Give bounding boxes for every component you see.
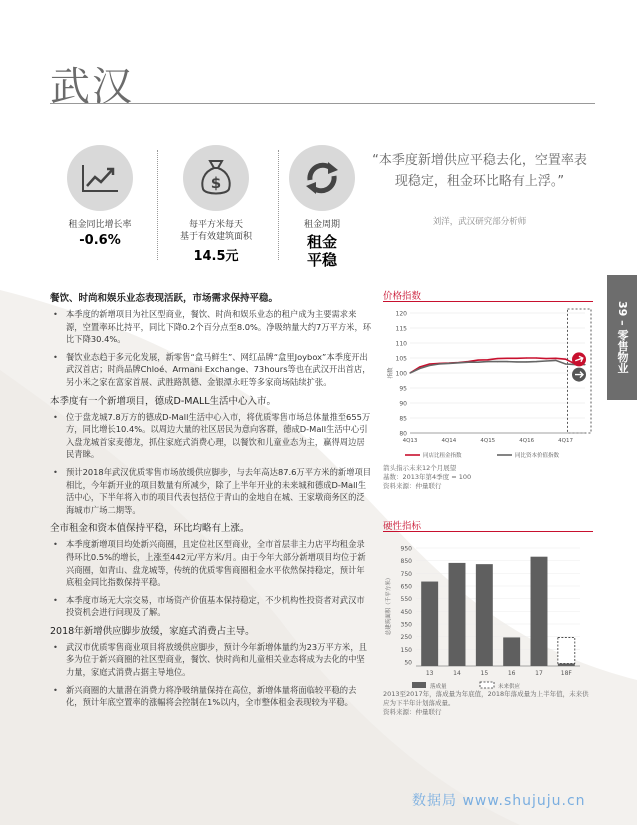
x-tick-label: 4Q14 <box>441 438 457 444</box>
data-point <box>497 361 498 362</box>
bar-completion <box>503 637 520 666</box>
x-tick-label: 4Q17 <box>558 438 573 444</box>
data-point <box>546 360 547 361</box>
data-point <box>409 372 410 373</box>
data-point <box>526 357 527 358</box>
analyst-quote: “本季度新增供应平稳去化，空置率表现稳定，租金环比略有上浮。” <box>372 153 587 189</box>
line-chart-icon <box>67 145 133 211</box>
x-tick-label: 17 <box>535 670 543 677</box>
y-tick-label: 950 <box>400 545 412 553</box>
y-axis-label: 总建筑面积（千平方米） <box>386 574 392 636</box>
x-tick-label: 4Q15 <box>480 438 496 444</box>
y-tick-label: 850 <box>400 558 412 566</box>
kpi-divider <box>278 150 279 260</box>
hard-indicators-title: 硬性指标 <box>383 521 422 532</box>
data-point <box>516 361 517 362</box>
price-index-note: 箭头指示未来12个月展望 基数：2013年第4季度 = 100 资料来源：仲量联行 <box>383 464 472 490</box>
bullet-item: • 预计2018年武汉优质零售市场放缓供应脚步，与去年高达87.6万平方米的新增项目相比，今年新开业的项目数量有所减少，除了上半年开业的未来城和德成D-Mall生活中心，下半年将入市的项目代表包括位于青山的金地自在城、王家墩商务区的泛海城市广场二期等。 <box>50 466 372 516</box>
y-tick-label: 90 <box>399 400 407 408</box>
series-line-2 <box>410 360 585 373</box>
bullet-item: • 本季度新增项目均处新兴商圈，且定位社区型商业，全市首层非主力店平均租金录得环比0.5%的增长，上涨至442元/平方米/月。由于今年大部分新增项目均位于新兴商圈，如青山、盘龙城等，传统的优质零售商圈租金水平依然保持稳定，预计年底租金同比指数保持平稳。 <box>50 538 372 588</box>
data-point <box>526 361 527 362</box>
x-tick-label: 13 <box>425 670 434 677</box>
bar-future-supply <box>558 637 575 663</box>
y-tick-label: 450 <box>400 608 412 616</box>
data-point <box>468 362 469 363</box>
data-point <box>516 358 517 359</box>
kpi-rent-growth <box>55 145 145 248</box>
watermark-text: 数据局 www.shujuju.cn <box>412 793 586 809</box>
data-point <box>439 363 440 364</box>
kpi-divider <box>157 150 158 260</box>
price-index-chart <box>380 305 595 460</box>
section-heading: 餐饮、时尚和娱乐业态表现活跃，市场需求保持平稳。 <box>50 293 279 304</box>
x-tick-label: 14 <box>453 670 461 677</box>
data-point <box>477 360 478 361</box>
data-point <box>477 362 478 363</box>
kpi-value: 14.5元 <box>193 249 239 264</box>
kpi-value: -0.6% <box>79 233 121 248</box>
data-point <box>536 361 537 362</box>
bullet-list <box>50 538 372 619</box>
section-heading: 2018年新增供应脚步放缓，家庭式消费占主导。 <box>50 625 255 637</box>
y-tick-label: 150 <box>400 646 412 654</box>
title-divider <box>50 103 595 104</box>
side-tab-label: 39 – 零售物业 <box>616 301 629 374</box>
kpi-label: 每平方米每天 基于有效建筑面积 <box>179 220 252 242</box>
bullet-item: • 位于盘龙城7.8万方的德成D-Mall生活中心入市，将优质零售市场总体量推至655万方，同比增长10.4%。以周边大量的社区居民为意向客群，德成D-Mall生活中心引入盘龙城首家麦德龙，抓住家庭式消费心理，以餐饮和儿童业态为主，赢得周边居民青睐。 <box>50 411 372 461</box>
legend-swatch <box>480 682 494 688</box>
legend-swatch <box>412 682 426 688</box>
bar-completion <box>421 582 438 666</box>
y-tick-label: 550 <box>400 596 412 604</box>
y-tick-label: 750 <box>400 570 412 578</box>
data-point <box>565 363 566 364</box>
bullet-item: • 本季度市场无大宗交易，市场资产价值基本保持稳定，不少机构性投资者对武汉市投资机会进行问现及了解。 <box>50 594 372 619</box>
data-point <box>458 362 459 363</box>
body-text <box>50 292 372 714</box>
data-point <box>555 360 556 361</box>
quote-author: 刘洋，武汉研究部分析师 <box>432 217 527 227</box>
data-point <box>429 365 430 366</box>
y-tick-label: 120 <box>395 310 407 318</box>
y-tick-label: 105 <box>395 355 407 363</box>
kpi-rent-cycle <box>284 145 360 269</box>
legend-label: 未来供应 <box>498 684 521 690</box>
y-tick-label: 115 <box>395 325 407 333</box>
bullet-list <box>50 641 372 709</box>
section-heading: 本季度有一个新增项目，德成D-MALL生活中心入市。 <box>50 395 277 407</box>
data-point <box>448 363 449 364</box>
y-tick-label: 50 <box>404 659 412 667</box>
bullet-item: • 餐饮业态趋于多元化发展，新零售“盒马鲜生”、网红品牌“盒里Joybox”本季度开出武汉首店；时尚品牌Chloé、Armani Exchange、73hours等也在武汉开出首店，另小米之家在富家首展、武胜路凯德、金银潭永旺等多家商场陆续扩张。 <box>50 351 372 389</box>
data-point <box>487 359 488 360</box>
x-tick-label: 4Q16 <box>519 438 535 444</box>
y-tick-label: 85 <box>399 415 407 423</box>
bar-completion <box>449 563 466 666</box>
panel-divider <box>383 531 593 532</box>
bar-completion <box>476 564 493 666</box>
bullet-item: • 新兴商圈的大量潜在消费力将净吸纳量保持在高位，新增体量将面临较平稳的去化，预计年底空置率的涨幅将会控制在1%以内，全市整体租金表现较为平稳。 <box>50 684 372 709</box>
data-point <box>429 363 430 364</box>
cycle-arrows-icon <box>289 145 355 211</box>
kpi-value: 租金 平稳 <box>306 233 337 269</box>
data-point <box>584 364 585 365</box>
y-axis-label: 指数 <box>388 367 394 379</box>
hard-indicators-chart <box>380 540 595 690</box>
data-point <box>507 358 508 359</box>
y-tick-label: 80 <box>399 430 407 438</box>
data-point <box>536 357 537 358</box>
kpi-rent-per-sqm <box>166 145 266 264</box>
price-index-title: 价格指数 <box>383 291 422 302</box>
section-side-tab <box>607 275 637 400</box>
data-point <box>419 368 420 369</box>
legend-label: 落成量 <box>430 684 447 690</box>
x-tick-label: 4Q13 <box>402 438 418 444</box>
money-bag-icon <box>183 145 249 211</box>
legend-label: 同比资本价值指数 <box>515 453 560 459</box>
bullet-list <box>50 308 372 389</box>
data-point <box>555 358 556 359</box>
page-title: 武汉 <box>50 64 134 110</box>
kpi-label: 租金周期 <box>303 220 340 230</box>
panel-divider <box>383 301 593 302</box>
bullet-item: • 本季度的新增项目为社区型商业，餐饮、时尚和娱乐业态的租户成为主要需求来源，空置率环比持平，同比下降0.2个百分点至8.0%。净吸纳量大约7万平方米，环比下降30.4%。 <box>50 308 372 346</box>
bar-completion <box>531 557 548 666</box>
data-point <box>546 358 547 359</box>
data-point <box>507 361 508 362</box>
x-tick-label: 18F <box>560 670 572 677</box>
series-line-1 <box>410 358 585 373</box>
x-tick-label: 15 <box>480 670 489 677</box>
hard-indicators-note: 2013至2017年，落成量为年底值，2018年落成量为上半年值，未来供应为下半年计划落成量。 资料来源：仲量联行 <box>383 690 589 716</box>
y-tick-label: 650 <box>400 583 412 591</box>
svg-text:$: $ <box>210 174 222 192</box>
legend-label: 同店比租金指数 <box>423 453 462 459</box>
kpi-label: 租金同比增长率 <box>68 220 132 230</box>
y-tick-label: 350 <box>400 621 412 629</box>
bullet-list <box>50 411 372 517</box>
y-tick-label: 250 <box>400 634 412 642</box>
data-point <box>419 366 420 367</box>
data-point <box>487 361 488 362</box>
data-point <box>565 359 566 360</box>
y-tick-label: 110 <box>395 340 407 348</box>
y-tick-label: 95 <box>399 385 407 393</box>
bullet-item: • 武汉市优质零售商业项目将放缓供应脚步，预计今年新增体量约为23万平方米，且多为位于新兴商圈的社区型商业，餐饮、快时尚和儿童相关业态将成为去化的中坚力量，家庭式消费占据主导地位。 <box>50 641 372 679</box>
section-heading: 全市租金和资本值保持平稳，环比均略有上涨。 <box>50 523 250 535</box>
x-tick-label: 16 <box>507 670 516 677</box>
data-point <box>497 358 498 359</box>
y-tick-label: 100 <box>395 370 407 378</box>
